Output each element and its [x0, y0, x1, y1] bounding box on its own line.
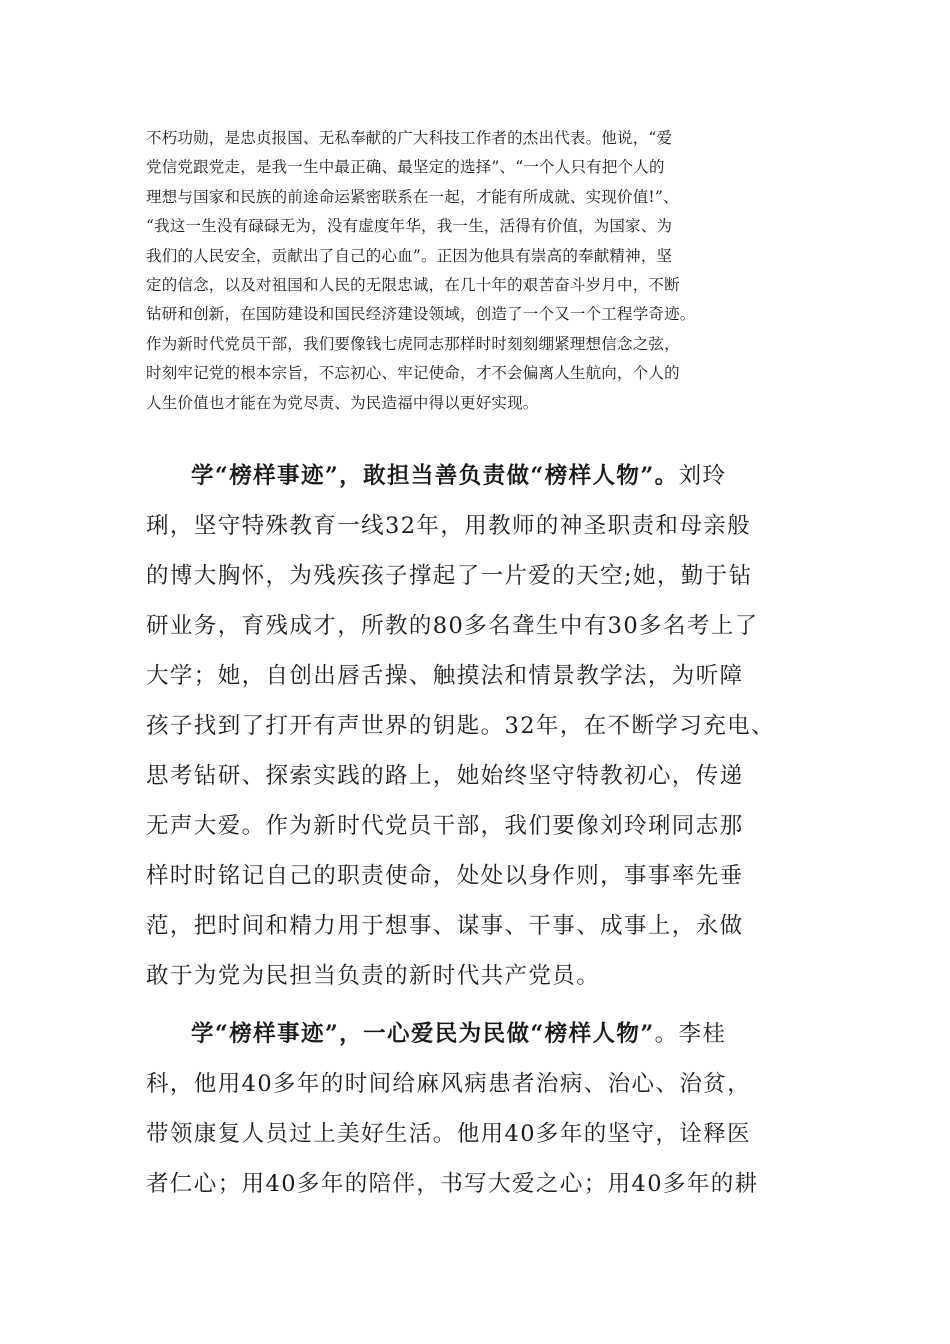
- text-line: 带领康复人员过上美好生活。他用40多年的坚守，诠释医: [146, 1121, 752, 1147]
- text-line: 范，把时间和精力用于想事、谋事、干事、成事上，永做: [146, 913, 744, 939]
- text-line: 孩子找到了打开有声世界的钥匙。32年，在不断学习充电、: [146, 713, 775, 739]
- text-line: 不朽功勋，是忠贞报国、无私奉献的广大科技工作者的杰出代表。他说，“爱: [146, 129, 673, 147]
- text-line: 理想与国家和民族的前途命运紧密联系在一起，才能有所成就、实现价值!”、: [146, 187, 679, 206]
- paragraph-first-line: [146, 451, 826, 501]
- paragraph-first-line: [146, 1009, 826, 1059]
- text-line: “我这一生没有碌碌无为，没有虚度年华，我一生，活得有价值，为国家、为: [146, 217, 673, 236]
- text-line: 大学；她，自创出唇舌操、触摸法和情景教学法，为听障: [146, 663, 744, 689]
- text-line: 研业务，育残成才，所教的80多名聋生中有30多名考上了: [146, 613, 759, 639]
- text-line: 科，他用40多年的时间给麻风病患者治病、治心、治贫，: [146, 1071, 752, 1097]
- text-line: 思考钻研、探索实践的路上，她始终坚守特教初心，传递: [146, 763, 744, 789]
- text-line: 作为新时代党员干部，我们要像钱七虎同志那样时时刻刻绷紧理想信念之弦，: [146, 334, 680, 353]
- text-line: 我们的人民安全，贡献出了自己的心血”。正因为他具有崇高的奉献精神，坚: [146, 246, 673, 265]
- text-fragment: 。李桂: [654, 1021, 727, 1047]
- text-line: 琍，坚守特殊教育一线32年，用教师的神圣职责和母亲般: [146, 513, 752, 539]
- text-line: 者仁心；用40多年的陪伴，书写大爱之心；用40多年的耕: [146, 1171, 759, 1197]
- paragraph-heading: 学“榜样事迹”，敢担当善负责做“榜样人物”。: [191, 463, 679, 489]
- text-line: 时刻牢记党的根本宗旨，不忘初心、牢记使命，才不会偏离人生航向，个人的: [146, 364, 680, 383]
- text-line: 的博大胸怀，为残疾孩子撑起了一片爱的天空;她，勤于钻: [146, 563, 753, 589]
- text-line: 定的信念，以及对祖国和人民的无限忠诚，在几十年的艰苦奋斗岁月中，不断: [146, 276, 680, 295]
- text-line: 党信党跟党走，是我一生中最正确、最坚定的选择”、“一个人只有把个人的: [146, 158, 665, 177]
- text-line: 敢于为党为民担当负责的新时代共产党员。: [146, 963, 601, 989]
- text-line: 钻研和创新，在国防建设和国民经济建设领域，创造了一个又一个工程学奇迹。: [146, 305, 696, 324]
- text-line: 无声大爱。作为新时代党员干部，我们要像刘玲琍同志那: [146, 813, 744, 839]
- text-fragment: 刘玲: [678, 463, 727, 489]
- paragraph-liu-lingli: [146, 451, 826, 1001]
- text-line: 样时时铭记自己的职责使命，处处以身作则，事事率先垂: [146, 863, 744, 889]
- paragraph-heading: 学“榜样事迹”，一心爱民为民做“榜样人物”: [191, 1021, 655, 1047]
- paragraph-li-guike: [146, 1009, 826, 1209]
- text-line: 人生价值也才能在为党尽责、为民造福中得以更好实现。: [146, 393, 539, 412]
- paragraph-qian-qihu: [146, 124, 806, 418]
